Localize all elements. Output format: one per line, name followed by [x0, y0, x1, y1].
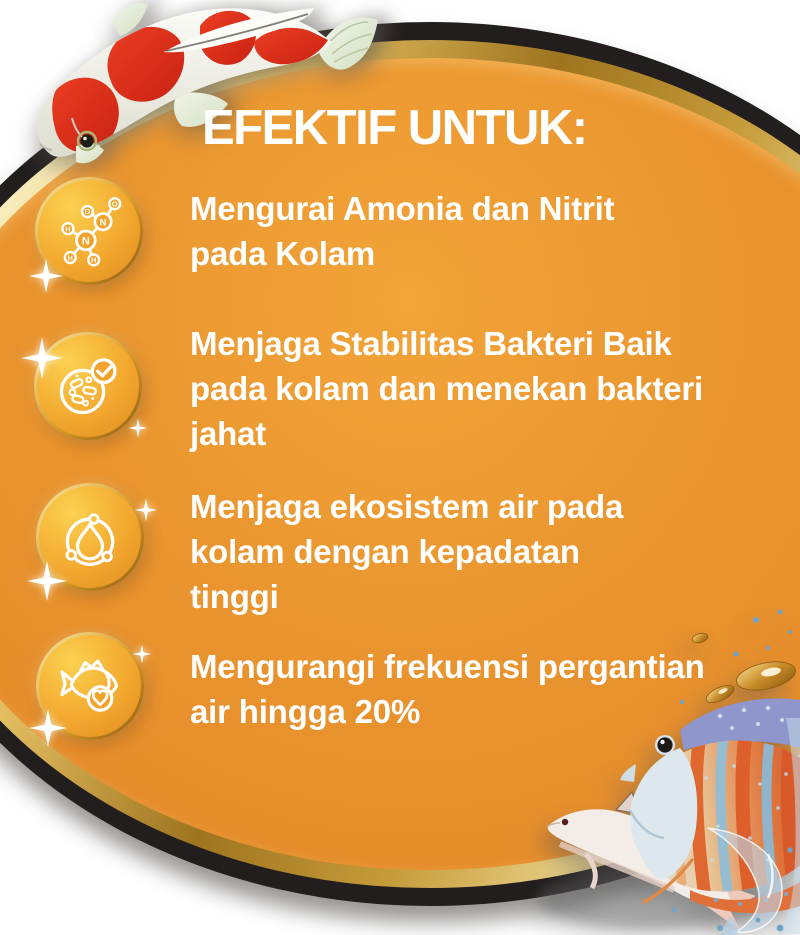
benefit-text: [190, 186, 614, 276]
svg-text:N: N: [99, 217, 107, 228]
benefit-text-line: Mengurai Amonia dan Nitrit: [190, 190, 615, 227]
sparkle-icon: [134, 498, 158, 522]
benefit-text: [190, 321, 703, 456]
benefit-text-line: pada Kolam: [190, 235, 376, 272]
svg-text:O: O: [84, 207, 91, 217]
benefit-text-line: kolam dengan kepadatan: [190, 533, 580, 570]
benefit-text-line: Menjaga ekosistem air pada: [190, 488, 624, 525]
sparkle-icon: [28, 258, 64, 294]
benefit-text-line: pada kolam dan menekan bakteri: [190, 370, 704, 407]
benefit-text-line: jahat: [190, 415, 267, 452]
svg-text:N: N: [81, 235, 90, 248]
svg-text:H: H: [65, 224, 71, 234]
svg-text:H: H: [67, 253, 73, 263]
svg-text:O: O: [111, 199, 118, 209]
page-title: EFEKTIF UNTUK:: [202, 101, 587, 155]
sparkle-icon: [28, 708, 68, 748]
benefit-text-line: tinggi: [190, 578, 279, 615]
benefit-text: [190, 484, 623, 619]
benefit-text-line: Mengurangi frekuensi pergantian: [190, 648, 705, 685]
sparkle-icon: [128, 418, 148, 438]
sparkle-icon: [132, 644, 152, 664]
benefit-text-line: air hingga 20%: [190, 693, 421, 730]
svg-text:H: H: [91, 255, 97, 265]
sparkle-icon: [20, 336, 64, 380]
benefit-text-line: Menjaga Stabilitas Bakteri Baik: [190, 325, 672, 362]
benefit-text: [190, 644, 705, 734]
sparkle-icon: [26, 560, 68, 602]
